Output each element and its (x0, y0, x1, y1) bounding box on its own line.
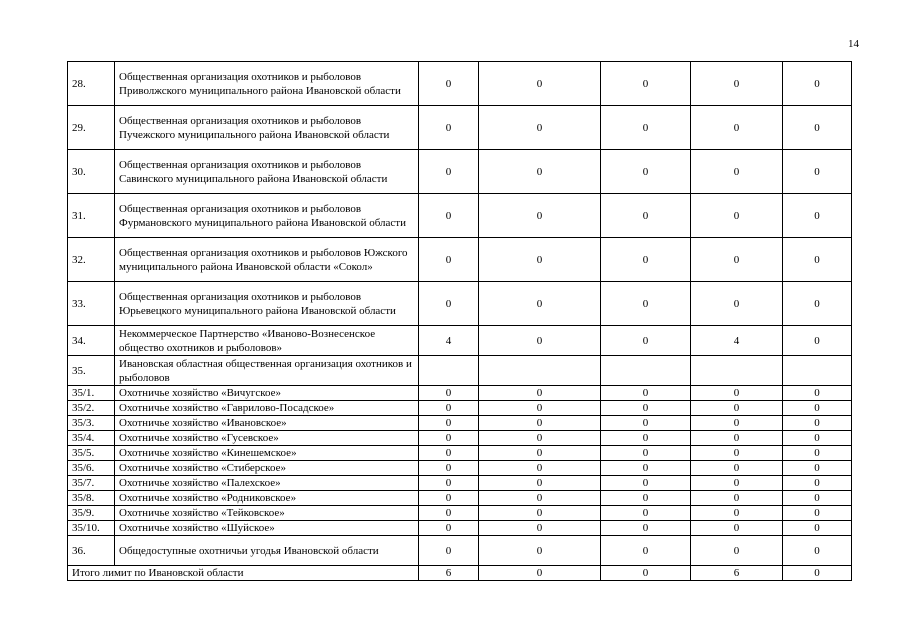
value-cell: 0 (601, 536, 691, 566)
value-cell (783, 356, 852, 386)
organization-name: Охотничье хозяйство «Тейковское» (115, 506, 419, 521)
row-number: 33. (68, 282, 115, 326)
value-cell: 0 (783, 521, 852, 536)
table-row (68, 461, 852, 476)
value-cell: 0 (783, 401, 852, 416)
value-cell: 0 (691, 401, 783, 416)
row-number: 36. (68, 536, 115, 566)
table-row (68, 521, 852, 536)
value-cell: 0 (419, 536, 479, 566)
value-cell (601, 356, 691, 386)
row-number: 32. (68, 238, 115, 282)
value-cell: 0 (419, 416, 479, 431)
value-cell: 0 (601, 194, 691, 238)
value-cell: 4 (419, 326, 479, 356)
value-cell: 0 (479, 282, 601, 326)
value-cell: 0 (479, 62, 601, 106)
row-number: 35/7. (68, 476, 115, 491)
organization-name: Охотничье хозяйство «Родниковское» (115, 491, 419, 506)
value-cell: 0 (479, 476, 601, 491)
value-cell: 0 (479, 506, 601, 521)
row-number: 35. (68, 356, 115, 386)
organization-name: Общедоступные охотничьи угодья Ивановской области (115, 536, 419, 566)
value-cell: 0 (601, 326, 691, 356)
value-cell: 0 (783, 150, 852, 194)
organization-name: Охотничье хозяйство «Шуйское» (115, 521, 419, 536)
organization-name: Ивановская областная общественная организация охотников и рыболовов (115, 356, 419, 386)
value-cell: 0 (691, 461, 783, 476)
value-cell: 0 (479, 401, 601, 416)
row-number: 30. (68, 150, 115, 194)
organization-name: Общественная организация охотников и рыболовов Южского муниципального района Ивановской области «Сокол» (115, 238, 419, 282)
value-cell: 0 (691, 446, 783, 461)
value-cell: 0 (479, 150, 601, 194)
total-value-cell: 0 (601, 566, 691, 581)
total-value-cell: 0 (783, 566, 852, 581)
value-cell: 0 (601, 506, 691, 521)
organization-name: Охотничье хозяйство «Ивановское» (115, 416, 419, 431)
table-row (68, 326, 852, 356)
row-number: 35/10. (68, 521, 115, 536)
value-cell: 0 (601, 150, 691, 194)
row-number: 29. (68, 106, 115, 150)
organization-name: Общественная организация охотников и рыболовов Фурмановского муниципального района Ивановской области (115, 194, 419, 238)
organization-name: Охотничье хозяйство «Гусевское» (115, 431, 419, 446)
value-cell: 0 (691, 282, 783, 326)
organization-name: Охотничье хозяйство «Стиберское» (115, 461, 419, 476)
value-cell: 0 (691, 106, 783, 150)
value-cell: 0 (601, 521, 691, 536)
value-cell: 0 (601, 282, 691, 326)
value-cell: 0 (479, 194, 601, 238)
value-cell: 0 (479, 491, 601, 506)
organization-name: Общественная организация охотников и рыболовов Юрьевецкого муниципального района Ивановской области (115, 282, 419, 326)
value-cell: 0 (691, 521, 783, 536)
total-label: Итого лимит по Ивановской области (68, 566, 419, 581)
value-cell: 0 (601, 238, 691, 282)
organization-name: Охотничье хозяйство «Кинешемское» (115, 446, 419, 461)
table-row (68, 476, 852, 491)
table-row (68, 401, 852, 416)
value-cell: 0 (479, 536, 601, 566)
value-cell (479, 356, 601, 386)
value-cell: 0 (691, 491, 783, 506)
table-row (68, 416, 852, 431)
row-number: 35/1. (68, 386, 115, 401)
value-cell: 0 (783, 386, 852, 401)
value-cell: 0 (783, 491, 852, 506)
table-row (68, 446, 852, 461)
value-cell (419, 356, 479, 386)
row-number: 35/8. (68, 491, 115, 506)
value-cell: 0 (783, 106, 852, 150)
value-cell: 0 (691, 238, 783, 282)
value-cell: 0 (691, 150, 783, 194)
table-row (68, 238, 852, 282)
value-cell: 0 (419, 62, 479, 106)
value-cell: 0 (783, 506, 852, 521)
table-row (68, 491, 852, 506)
row-number: 31. (68, 194, 115, 238)
value-cell: 4 (691, 326, 783, 356)
value-cell: 0 (479, 238, 601, 282)
page-number: 14 (848, 38, 859, 50)
value-cell (691, 356, 783, 386)
total-value-cell: 6 (691, 566, 783, 581)
total-value-cell: 6 (419, 566, 479, 581)
value-cell: 0 (601, 446, 691, 461)
row-number: 28. (68, 62, 115, 106)
row-number: 35/2. (68, 401, 115, 416)
organization-name: Охотничье хозяйство «Вичугское» (115, 386, 419, 401)
table-row (68, 356, 852, 386)
row-number: 35/6. (68, 461, 115, 476)
total-value-cell: 0 (479, 566, 601, 581)
table-row (68, 150, 852, 194)
organization-name: Некоммерческое Партнерство «Иваново-Вознесенское общество охотников и рыболовов» (115, 326, 419, 356)
value-cell: 0 (479, 431, 601, 446)
value-cell: 0 (479, 326, 601, 356)
value-cell: 0 (419, 238, 479, 282)
value-cell: 0 (479, 386, 601, 401)
value-cell: 0 (479, 461, 601, 476)
value-cell: 0 (691, 416, 783, 431)
value-cell: 0 (783, 62, 852, 106)
value-cell: 0 (419, 476, 479, 491)
value-cell: 0 (601, 476, 691, 491)
value-cell: 0 (601, 386, 691, 401)
value-cell: 0 (783, 326, 852, 356)
table-row (68, 106, 852, 150)
organization-name: Общественная организация охотников и рыболовов Пучежского муниципального района Ивановской области (115, 106, 419, 150)
value-cell: 0 (479, 416, 601, 431)
value-cell: 0 (479, 521, 601, 536)
value-cell: 0 (601, 491, 691, 506)
table-row (68, 194, 852, 238)
value-cell: 0 (691, 536, 783, 566)
value-cell: 0 (419, 491, 479, 506)
value-cell: 0 (601, 62, 691, 106)
value-cell: 0 (419, 521, 479, 536)
value-cell: 0 (479, 106, 601, 150)
value-cell: 0 (601, 401, 691, 416)
value-cell: 0 (601, 461, 691, 476)
total-row (68, 566, 852, 581)
value-cell: 0 (783, 476, 852, 491)
row-number: 35/3. (68, 416, 115, 431)
value-cell: 0 (419, 461, 479, 476)
value-cell: 0 (783, 416, 852, 431)
value-cell: 0 (783, 194, 852, 238)
organization-name: Охотничье хозяйство «Палехское» (115, 476, 419, 491)
organization-name: Охотничье хозяйство «Гаврилово-Посадское» (115, 401, 419, 416)
value-cell: 0 (419, 506, 479, 521)
value-cell: 0 (691, 386, 783, 401)
hunting-limits-table (67, 61, 852, 581)
table-row (68, 536, 852, 566)
row-number: 35/5. (68, 446, 115, 461)
value-cell: 0 (419, 446, 479, 461)
value-cell: 0 (419, 282, 479, 326)
value-cell: 0 (601, 416, 691, 431)
value-cell: 0 (691, 194, 783, 238)
value-cell: 0 (783, 238, 852, 282)
value-cell: 0 (601, 431, 691, 446)
value-cell: 0 (783, 446, 852, 461)
value-cell: 0 (419, 401, 479, 416)
table-row (68, 62, 852, 106)
value-cell: 0 (783, 431, 852, 446)
value-cell: 0 (691, 62, 783, 106)
value-cell: 0 (419, 431, 479, 446)
table-row (68, 431, 852, 446)
row-number: 34. (68, 326, 115, 356)
value-cell: 0 (783, 536, 852, 566)
value-cell: 0 (419, 194, 479, 238)
table-row (68, 506, 852, 521)
value-cell: 0 (691, 431, 783, 446)
organization-name: Общественная организация охотников и рыболовов Приволжского муниципального района Ивановской области (115, 62, 419, 106)
value-cell: 0 (419, 150, 479, 194)
value-cell: 0 (691, 506, 783, 521)
row-number: 35/4. (68, 431, 115, 446)
value-cell: 0 (479, 446, 601, 461)
value-cell: 0 (783, 282, 852, 326)
value-cell: 0 (783, 461, 852, 476)
value-cell: 0 (601, 106, 691, 150)
table-row (68, 282, 852, 326)
table-row (68, 386, 852, 401)
row-number: 35/9. (68, 506, 115, 521)
value-cell: 0 (419, 386, 479, 401)
value-cell: 0 (419, 106, 479, 150)
organization-name: Общественная организация охотников и рыболовов Савинского муниципального района Ивановской области (115, 150, 419, 194)
value-cell: 0 (691, 476, 783, 491)
